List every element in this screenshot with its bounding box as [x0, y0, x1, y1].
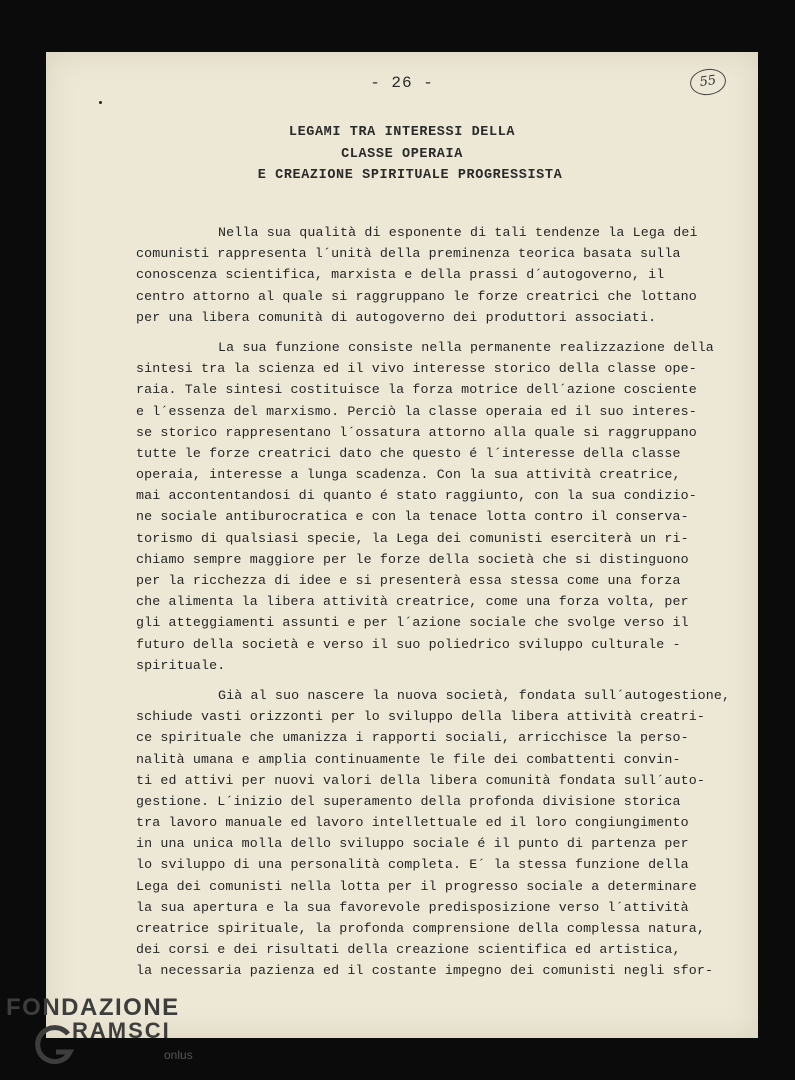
- text-line: tra lavoro manuale ed lavoro intellettuale ed il loro congiungimento: [136, 815, 689, 831]
- text-line: e l´essenza del marxismo. Perciò la classe operaia ed il suo interes-: [136, 403, 697, 419]
- text-line: nalità umana e amplia continuamente le file dei combattenti convin-: [136, 751, 681, 767]
- text-line: Lega dei comunisti nella lotta per il progresso sociale a determinare: [136, 878, 697, 894]
- text-line: in una unica molla dello sviluppo sociale é il punto di partenza per: [136, 836, 689, 852]
- punch-mark: [99, 101, 102, 104]
- text-line: spirituale.: [136, 657, 226, 673]
- page-stamp: 55: [688, 67, 727, 98]
- title-line-3: E CREAZIONE SPIRITUALE PROGRESSISTA: [257, 168, 563, 183]
- text-line: schiude vasti orizzonti per lo sviluppo della libera attività creatri-: [136, 709, 706, 725]
- document-body: [136, 222, 736, 982]
- text-line: conoscenza scientifica, marxista e della prassi d´autogoverno, il: [136, 267, 665, 283]
- text-line: sintesi tra la scienza ed il vivo interesse storico della classe ope-: [136, 361, 697, 377]
- watermark-line-1: FONDAZIONE: [6, 994, 180, 1021]
- text-line: che alimenta la libera attività creatrice, come una forza volta, per: [136, 594, 689, 610]
- text-line: tutte le forze creatrici dato che questo é l´interesse della classe: [136, 445, 681, 461]
- g-logo-icon: [32, 1024, 76, 1068]
- text-line: la sua apertura e la sua favorevole predisposizione verso l´attività: [136, 899, 689, 915]
- watermark-line-3: onlus: [164, 1048, 193, 1062]
- text-line: la necessaria pazienza ed il costante impegno dei comunisti negli sfor-: [136, 963, 714, 979]
- text-line: ce spirituale che umanizza i rapporti sociali, arricchisce la perso-: [136, 730, 689, 746]
- text-line: gli atteggiamenti assunti e per l´azione sociale che svolge verso il: [136, 615, 689, 631]
- watermark-logo: [6, 994, 206, 1074]
- text-line: creatrice spirituale, la profonda comprensione della complessa natura,: [136, 921, 706, 936]
- title-line-2: CLASSE OPERAIA: [341, 146, 463, 162]
- text-line: gestione. L´inizio del superamento della profonda divisione storica: [136, 793, 681, 809]
- text-line: Già al suo nascere la nuova società, fondata sull´autogestione,: [218, 687, 731, 703]
- text-line: ne sociale antiburocratica e con la tenace lotta contro il conserva-: [136, 509, 689, 525]
- text-line: se storico rappresentano l´ossatura attorno alla quale si raggruppano: [136, 424, 697, 440]
- paragraph-gap: [136, 676, 736, 685]
- text-line: centro attorno al quale si raggruppano le forze creatrici che lottano: [136, 288, 697, 304]
- text-line: comunisti rappresenta l´unità della preminenza teorica basata sulla: [136, 246, 681, 262]
- paragraph: [136, 222, 736, 328]
- text-line: La sua funzione consiste nella permanente realizzazione della: [218, 339, 714, 355]
- text-line: operaia, interesse a lunga scadenza. Con la sua attività creatrice,: [136, 467, 681, 483]
- paragraph: [136, 337, 736, 676]
- document-title: [46, 122, 758, 187]
- text-line: futuro della società e verso il suo poliedrico sviluppo culturale -: [136, 636, 681, 652]
- text-line: chiamo sempre maggiore per le forze della società che si distinguono: [136, 551, 689, 567]
- page-number: - 26 -: [370, 74, 434, 92]
- text-line: dei corsi e dei risultati della creazione scientifica ed artistica,: [136, 942, 681, 958]
- title-line-1: LEGAMI TRA INTERESSI DELLA: [288, 125, 516, 140]
- text-line: ti ed attivi per nuovi valori della libera comunità fondata sull´auto-: [136, 772, 706, 788]
- paragraph: [136, 685, 736, 982]
- text-line: mai accontentandosi di quanto é stato raggiunto, con la sua condizio-: [136, 488, 697, 504]
- document-page: [46, 52, 758, 1038]
- text-line: per la ricchezza di idee e si presenterà essa stessa come una forza: [136, 573, 681, 588]
- text-line: lo sviluppo di una personalità completa. E´ la stessa funzione della: [136, 857, 689, 873]
- text-line: per una libera comunità di autogoverno dei produttori associati.: [136, 309, 657, 325]
- text-line: Nella sua qualità di esponente di tali tendenze la Lega dei: [218, 225, 698, 240]
- paragraph-gap: [136, 328, 736, 337]
- text-line: torismo di qualsiasi specie, la Lega dei comunisti eserciterà un ri-: [136, 530, 689, 546]
- text-line: raia. Tale sintesi costituisce la forza motrice dell´azione cosciente: [136, 382, 697, 398]
- watermark-line-2: RAMSCI: [72, 1018, 171, 1043]
